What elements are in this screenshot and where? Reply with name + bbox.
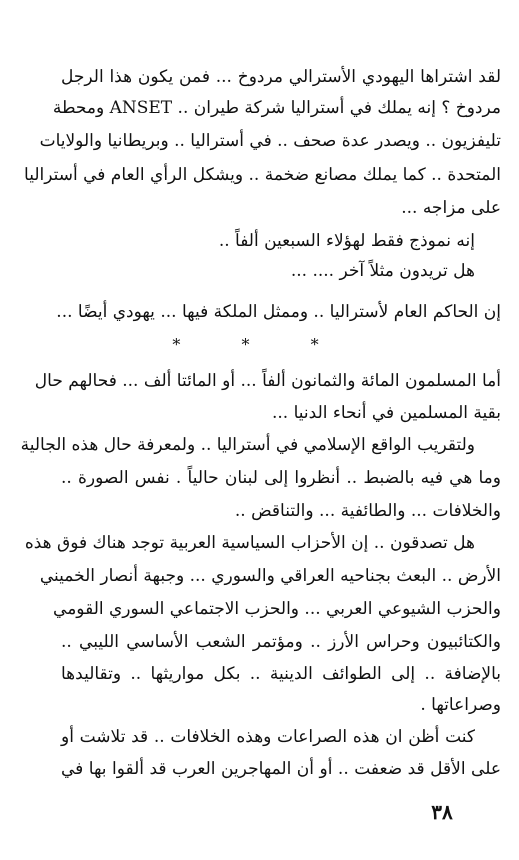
text-line-14: هل تصدقون .. إن الأحزاب السياسية العربية توجد هناك فوق هذه xyxy=(24,533,475,553)
text-line-9: أما المسلمون المائة والثمانون ألفاً ... أو المائتا ألف ... فحالهم حال xyxy=(34,371,501,391)
text-line-5: على مزاجه ... xyxy=(401,198,501,218)
text-line-1: لقد اشتراها اليهودي الأسترالي مردوخ ... فمن يكون هذا الرجل xyxy=(61,67,501,87)
text-line-18: بالإضافة .. إلى الطوائف الدينية .. بكل مواريثها .. وتقاليدها xyxy=(61,664,501,684)
text-line-11: ولتقريب الواقع الإسلامي في أستراليا .. ولمعرفة حال هذه الجالية xyxy=(20,435,475,455)
text-line-16: والحزب الشيوعي العربي ... والحزب الاجتماعي السوري القومي xyxy=(53,599,501,619)
text-line-20: كنت أظن ان هذه الصراعات وهذه الخلافات .. قد تلاشت أو xyxy=(61,727,475,747)
page-number: ٣٨ xyxy=(431,800,453,824)
text-line-13: والخلافات ... والطائفية ... والتناقض .. xyxy=(234,501,501,521)
text-line-6: إنه نموذج فقط لهؤلاء السبعين ألفاً .. xyxy=(218,231,475,251)
text-line-19: وصراعاتها . xyxy=(420,695,501,715)
text-line-17: والكتائبيون وحراس الأرز .. ومؤتمر الشعب الأساسي الليبي .. xyxy=(61,632,501,652)
section-separator: * * * xyxy=(172,335,347,354)
text-line-3: تليفزيون .. ويصدر عدة صحف .. في أستراليا .. وبريطانيا والولايات xyxy=(39,131,501,151)
text-line-21: على الأقل قد ضعفت .. أو أن المهاجرين العرب قد ألقوا بها في xyxy=(61,759,501,779)
text-line-10: بقية المسلمين في أنحاء الدنيا ... xyxy=(272,403,501,423)
text-line-7: هل تريدون مثلاً آخر .... ... xyxy=(290,261,475,281)
text-line-4: المتحدة .. كما يملك مصانع ضخمة .. ويشكل الرأي العام في أستراليا xyxy=(24,165,501,185)
text-line-15: الأرض .. البعث بجناحيه العراقي والسوري ... وجبهة أنصار الخميني xyxy=(39,566,501,586)
text-line-12: وما هي فيه بالضبط .. أنظروا إلى لبنان حالياً . نفس الصورة .. xyxy=(61,468,501,488)
text-line-8: إن الحاكم العام لأستراليا .. وممثل الملكة فيها ... يهودي أيضًا ... xyxy=(56,302,501,322)
text-line-2: مردوخ ؟ إنه يملك في أستراليا شركة طيران .. ANSET ومحطة xyxy=(52,98,501,118)
